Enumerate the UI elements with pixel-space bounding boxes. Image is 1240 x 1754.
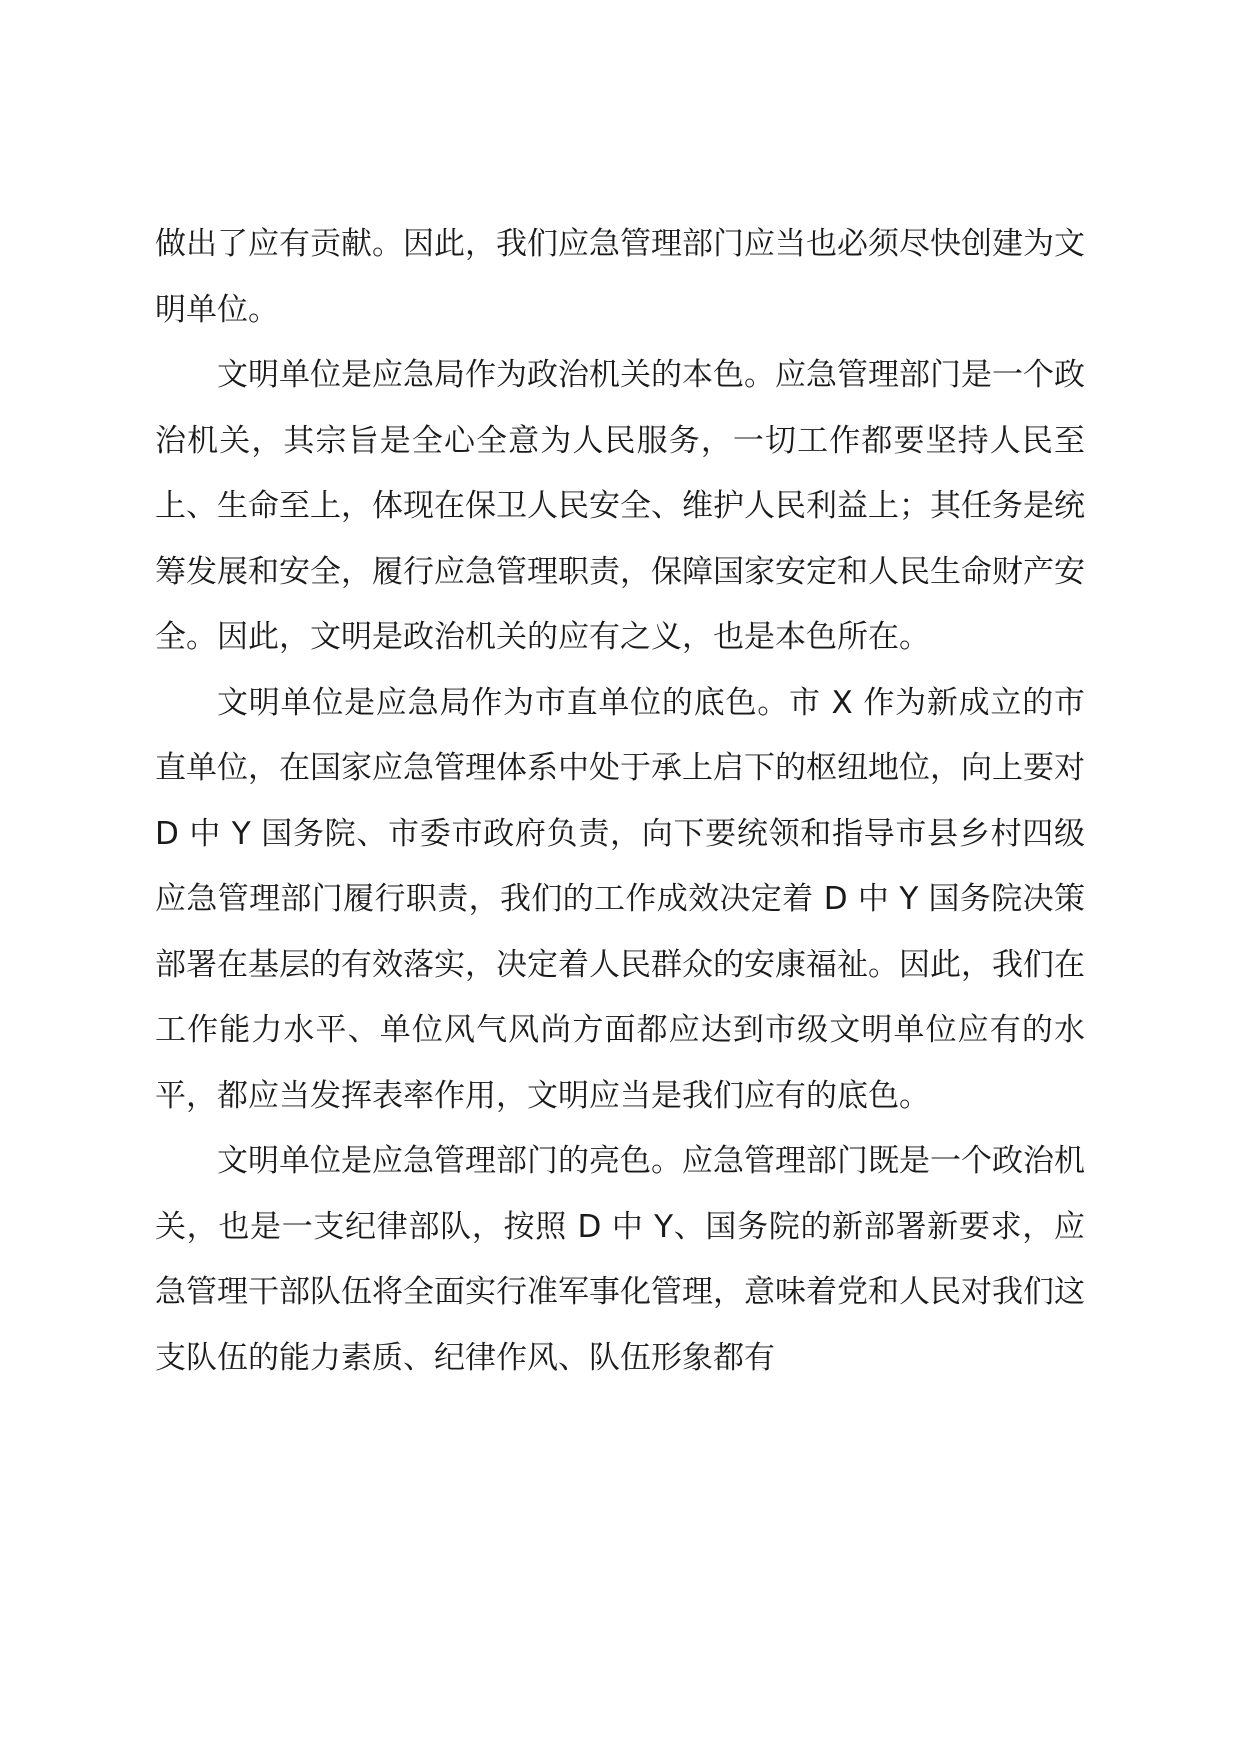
paragraph-emergency-highlight: 文明单位是应急管理部门的亮色。应急管理部门既是一个政治机关，也是一支纪律部队，按照 D 中 Y、国务院的新部署新要求，应急管理干部队伍将全面实行准军事化管理，意味着党和人民对我们这支队伍的能力素质、纪律作风、队伍形象都有 — [155, 1143, 1085, 1376]
paragraph-continuation: 做出了应有贡献。因此，我们应急管理部门应当也必须尽快创建为文明单位。 — [155, 226, 1085, 328]
document-body — [155, 212, 1085, 1391]
paragraph-political-organ: 文明单位是应急局作为政治机关的本色。应急管理部门是一个政治机关，其宗旨是全心全意为人民服务，一切工作都要坚持人民至上、生命至上，体现在保卫人民安全、维护人民利益上；其任务是统筹发展和安全，履行应急管理职责，保障国家安定和人民生命财产安全。因此，文明是政治机关的应有之义，也是本色所在。 — [155, 357, 1085, 655]
paragraph-municipal-unit: 文明单位是应急局作为市直单位的底色。市 X 作为新成立的市直单位，在国家应急管理体系中处于承上启下的枢纽地位，向上要对 D 中 Y 国务院、市委市政府负责，向下要统领和指导市县乡村四级应急管理部门履行职责，我们的工作成效决定着 D 中 Y 国务院决策部署在基层的有效落实，决定着人民群众的安康福祉。因此，我们在工作能力水平、单位风气风尚方面都应达到市级文明单位应有的水平，都应当发挥表率作用，文明应当是我们应有的底色。 — [155, 684, 1085, 1114]
